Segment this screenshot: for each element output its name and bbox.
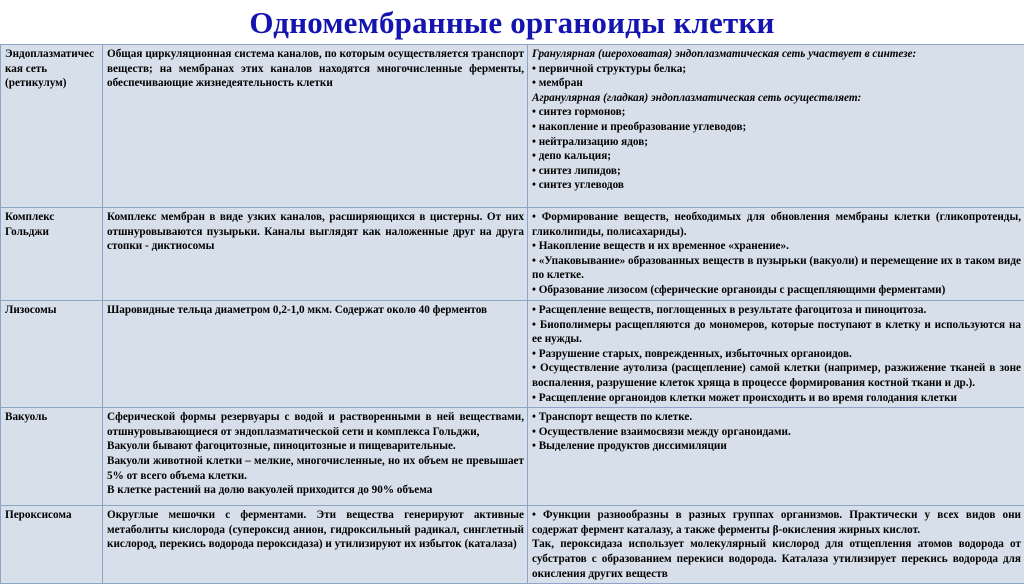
function-line: • Расщепление органоидов клетки может происходить и во время голодания клетки	[532, 391, 1021, 406]
organoid-name-cell	[1, 45, 103, 208]
function-line: • мембран	[532, 76, 1021, 91]
organoid-structure-cell	[103, 301, 528, 408]
function-line: • Функции разнообразны в разных группах организмов. Практически у всех видов они содержат фермент каталазу, а также ферменты β-окисления жирных кислот.	[532, 508, 1021, 537]
organoid-name: Вакуоль	[5, 411, 47, 423]
organoid-name: Комплекс Гольджи	[5, 211, 54, 238]
organoid-structure: Комплекс мембран в виде узких каналов, расширяющихся в цистерны. От них отшнуровываются пузырьки. Каналы выглядят как наложенные друг на друга стопки - диктиосомы	[107, 211, 524, 252]
structure-line: В клетке растений на долю вакуолей приходится до 90% объема	[107, 483, 524, 498]
organoid-functions-cell	[528, 301, 1024, 408]
structure-line: Сферической формы резервуары с водой и растворенными в ней веществами, отшнуровывающиеся от эндоплазматической сети и комплекса Гольджи,	[107, 410, 524, 439]
table-row	[1, 506, 1024, 584]
function-line: • Разрушение старых, поврежденных, избыточных органоидов.	[532, 347, 1021, 362]
structure-line: Вакуоли бывают фагоцитозные, пиноцитозные и пищеварительные.	[107, 439, 524, 454]
organoid-name-cell	[1, 208, 103, 301]
function-line: • нейтрализацию ядов;	[532, 135, 1021, 150]
function-line: • Биополимеры расщепляются до мономеров, которые поступают в клетку и используются на ее нужды.	[532, 318, 1021, 347]
function-line: • первичной структуры белка;	[532, 62, 1021, 77]
table-row	[1, 301, 1024, 408]
organoid-name-cell	[1, 506, 103, 584]
function-line: Агранулярная (гладкая) эндоплазматическая сеть осуществляет:	[532, 91, 1021, 106]
function-line: • накопление и преобразование углеводов;	[532, 120, 1021, 135]
function-line: • Расщепление веществ, поглощенных в результате фагоцитоза и пиноцитоза.	[532, 303, 1021, 318]
organoid-name-cell	[1, 408, 103, 506]
organoid-structure: Общая циркуляционная система каналов, по которым осуществляется транспорт веществ; на мембранах этих каналов находятся многочисленные ферменты, обеспечивающие жизнедеятельность клетки	[107, 48, 524, 89]
function-line: Так, пероксидаза использует молекулярный кислород для отщепления атомов водорода от субстратов с образованием перекиси водорода. Каталаза утилизирует перекись водорода для окисления других веществ	[532, 537, 1021, 581]
organoid-structure-cell	[103, 506, 528, 584]
organoid-functions-cell	[528, 506, 1024, 584]
table-row	[1, 45, 1024, 208]
function-line: • Образование лизосом (сферические органоиды с расщепляющими ферментами)	[532, 283, 1021, 298]
structure-line: Вакуоли животной клетки – мелкие, многочисленные, но их объем не превышает 5% от всего объема клетки.	[107, 454, 524, 483]
table-row	[1, 408, 1024, 506]
function-line: Гранулярная (шероховатая) эндоплазматическая сеть участвует в синтезе:	[532, 47, 1021, 62]
organoid-name-cell	[1, 301, 103, 408]
function-line: • Транспорт веществ по клетке.	[532, 410, 1021, 425]
function-line: • Накопление веществ и их временное «хранение».	[532, 239, 1021, 254]
function-line: • Формирование веществ, необходимых для обновления мембраны клетки (гликопротеиды, гликолипиды, полисахариды).	[532, 210, 1021, 239]
organoid-name: Лизосомы	[5, 304, 57, 316]
function-line: • синтез липидов;	[532, 164, 1021, 179]
organoid-structure-cell	[103, 408, 528, 506]
page-title: Одномембранные органоиды клетки	[0, 0, 1024, 44]
function-line: • Выделение продуктов диссимиляции	[532, 439, 1021, 454]
function-line: • синтез гормонов;	[532, 105, 1021, 120]
table-row	[1, 208, 1024, 301]
organoids-table	[0, 44, 1024, 584]
function-line: • синтез углеводов	[532, 178, 1021, 193]
function-line: • депо кальция;	[532, 149, 1021, 164]
organoid-functions-cell	[528, 408, 1024, 506]
table-body	[1, 45, 1024, 584]
organoid-structure: Шаровидные тельца диаметром 0,2-1,0 мкм. Содержат около 40 ферментов	[107, 304, 487, 316]
function-line: • Осуществление аутолиза (расщепление) самой клетки (например, разжижение тканей в зоне воспаления, разрушение клеток хряща в процессе формирования костной ткани и др.).	[532, 361, 1021, 390]
organoid-functions-cell	[528, 208, 1024, 301]
organoid-functions-cell	[528, 45, 1024, 208]
organoid-structure: Округлые мешочки с ферментами. Эти вещества генерируют активные метаболиты кислорода (супероксид анион, гидроксильный радикал, синглетный кислород, перекись водорода пероксидаза) и утилизируют их избыток (каталаза)	[107, 509, 524, 550]
organoid-name: Эндоплазматическая сеть (ретикулум)	[5, 48, 94, 89]
organoid-structure-cell	[103, 208, 528, 301]
function-line: • Осуществление взаимосвязи между органоидами.	[532, 425, 1021, 440]
organoid-structure-cell	[103, 45, 528, 208]
organoid-name: Пероксисома	[5, 509, 72, 521]
function-line: • «Упаковывание» образованных веществ в пузырьки (вакуоли) и перемещение их в таком виде по клетке.	[532, 254, 1021, 283]
